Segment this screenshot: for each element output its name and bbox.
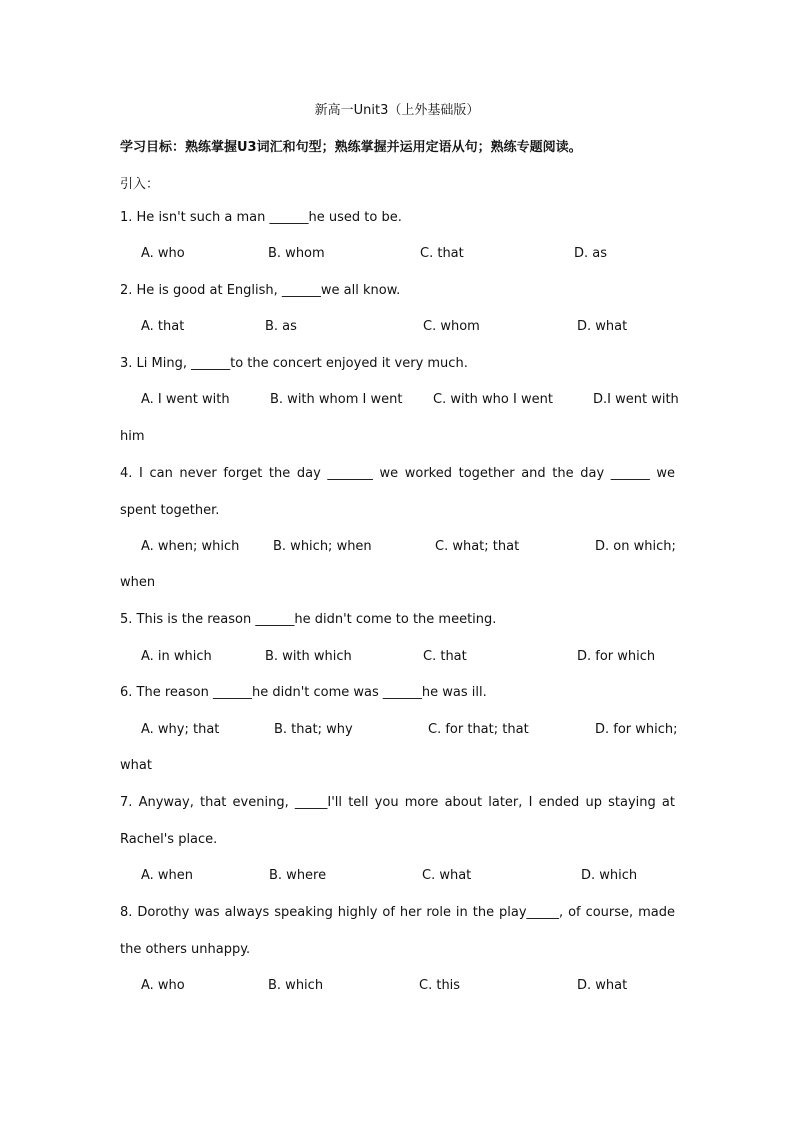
question-6-option-a: A. why; that xyxy=(141,722,220,737)
question-4-option-c: C. what; that xyxy=(435,539,520,554)
question-8-option-a: A. who xyxy=(141,978,185,993)
question-3-stem: 3. Li Ming, ______to the concert enjoyed it very much. xyxy=(120,356,468,371)
question-7-option-b: B. where xyxy=(269,868,327,883)
question-6-stem: 6. The reason ______he didn't come was ______he was ill. xyxy=(120,685,487,700)
question-6-option-d-wrap: what xyxy=(120,758,152,773)
question-6-option-b: B. that; why xyxy=(274,722,353,737)
question-1-option-b: B. whom xyxy=(268,246,325,261)
question-8-stem: 8. Dorothy was always speaking highly of her role in the play_____, of course, made the others unhappy. xyxy=(120,905,675,957)
question-8-option-b: B. which xyxy=(268,978,324,993)
question-3-option-c: C. with who I went xyxy=(433,392,553,407)
question-1-option-d: D. as xyxy=(574,246,608,261)
page-title: 新高一Unit3（上外基础版） xyxy=(314,103,480,118)
question-2-option-b: B. as xyxy=(265,319,297,334)
question-5-option-c: C. that xyxy=(423,649,467,664)
question-6-option-c: C. for that; that xyxy=(428,722,529,737)
question-2-stem: 2. He is good at English, ______we all know. xyxy=(120,283,401,298)
question-4-option-a: A. when; which xyxy=(141,539,240,554)
question-3-option-a: A. I went with xyxy=(141,392,230,407)
intro-label: 引入： xyxy=(120,177,160,192)
question-8-option-d: D. what xyxy=(577,978,628,993)
question-4-option-d-wrap: when xyxy=(120,575,156,590)
question-3-option-d: D.I went with xyxy=(593,392,679,407)
question-7-option-a: A. when xyxy=(141,868,194,883)
question-5-stem: 5. This is the reason ______he didn't come to the meeting. xyxy=(120,612,497,627)
question-6-option-d: D. for which; xyxy=(595,722,678,737)
question-3-option-b: B. with whom I went xyxy=(270,392,403,407)
learning-objective: 学习目标：熟练掌握U3词汇和句型；熟练掌握并运用定语从句；熟练专题阅读。 xyxy=(120,140,582,155)
question-2-option-c: C. whom xyxy=(423,319,480,334)
question-1-option-a: A. who xyxy=(141,246,185,261)
question-2-option-a: A. that xyxy=(141,319,185,334)
question-5-option-a: A. in which xyxy=(141,649,212,664)
question-5-option-d: D. for which xyxy=(577,649,656,664)
question-4-stem: 4. I can never forget the day _______ we worked together and the day ______ we spent together. xyxy=(120,466,675,518)
question-7-option-c: C. what xyxy=(422,868,472,883)
question-1-stem: 1. He isn't such a man ______he used to be. xyxy=(120,210,402,225)
question-1-option-c: C. that xyxy=(420,246,464,261)
question-2-option-d: D. what xyxy=(577,319,628,334)
question-7-stem: 7. Anyway, that evening, _____I'll tell you more about later, I ended up staying at Rachel's place. xyxy=(120,795,675,847)
question-5-option-b: B. with which xyxy=(265,649,352,664)
question-3-option-d-wrap: him xyxy=(120,429,145,444)
question-7-option-d: D. which xyxy=(581,868,638,883)
question-4-option-b: B. which; when xyxy=(273,539,372,554)
question-4-option-d: D. on which; xyxy=(595,539,676,554)
question-8-option-c: C. this xyxy=(419,978,461,993)
